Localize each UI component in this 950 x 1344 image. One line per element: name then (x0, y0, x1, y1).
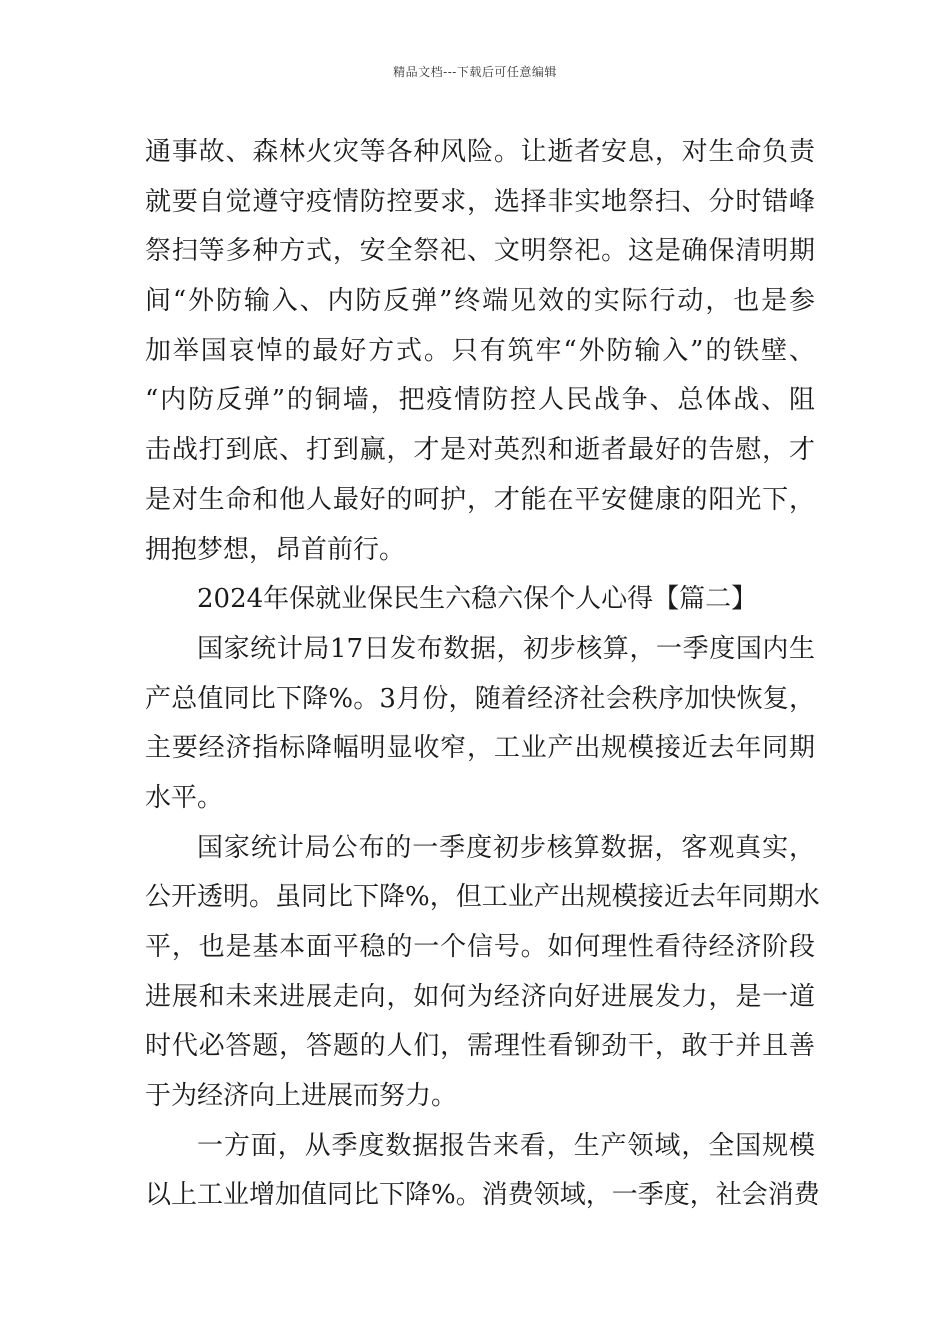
text-line: 水平。 (145, 782, 224, 813)
text-line: 祭扫等多种方式，安全祭祀、文明祭祀。这是确保清明期 (145, 236, 815, 267)
text-line: 通事故、森林火灾等各种风险。让逝者安息，对生命负责 (145, 137, 815, 167)
paragraph (145, 128, 815, 575)
text-line: 主要经济指标降幅明显收窄，工业产出规模接近去年同期 (145, 733, 815, 764)
text-line: 公开透明。虽同比下降%，但工业产出规模接近去年同期水 (145, 882, 820, 913)
heading-text: 2024年保就业保民生六稳六保个人心得【篇二】 (197, 584, 758, 615)
text-line: 国家统计局17日发布数据，初步核算，一季度国内生 (197, 633, 815, 664)
document-body (145, 128, 820, 1221)
paragraph (145, 625, 815, 824)
text-line: 平，也是基本面平稳的一个信号。如何理性看待经济阶段 (145, 932, 815, 962)
text-line: 击战打到底、打到赢，才是对英烈和逝者最好的告慰，才 (145, 435, 815, 466)
text-line: “内防反弹”的铜墙，把疫情防控人民战争、总体战、阻 (145, 385, 815, 416)
text-line: 拥抱梦想，昂首前行。 (145, 534, 406, 565)
section-heading (145, 575, 815, 625)
text-line: 间“外防输入、内防反弹”终端见效的实际行动，也是参 (145, 286, 815, 317)
text-line: 是对生命和他人最好的呵护，才能在平安健康的阳光下， (145, 484, 815, 515)
text-line: 以上工业增加值同比下降%。消费领域，一季度，社会消费 (145, 1180, 820, 1211)
text-line: 一方面，从季度数据报告来看，生产领域，全国规模 (197, 1130, 815, 1161)
text-line: 就要自觉遵守疫情防控要求，选择非实地祭扫、分时错峰 (145, 186, 815, 217)
paragraph (145, 824, 820, 1122)
text-line: 时代必答题，答题的人们，需理性看铆劲干，敢于并且善 (145, 1031, 815, 1062)
text-line: 加举国哀悼的最好方式。只有筑牢“外防输入”的铁壁、 (145, 335, 815, 366)
text-line: 进展和未来进展走向，如何为经济向好进展发力，是一道 (145, 981, 815, 1012)
text-line: 产总值同比下降%。3月份，随着经济社会秩序加快恢复， (145, 683, 815, 714)
text-line: 国家统计局公布的一季度初步核算数据，客观真实， (197, 832, 815, 863)
paragraph (145, 1122, 820, 1221)
page-header: 精品文档---下载后可任意编辑 (393, 65, 557, 79)
text-line: 于为经济向上进展而努力。 (145, 1081, 458, 1112)
